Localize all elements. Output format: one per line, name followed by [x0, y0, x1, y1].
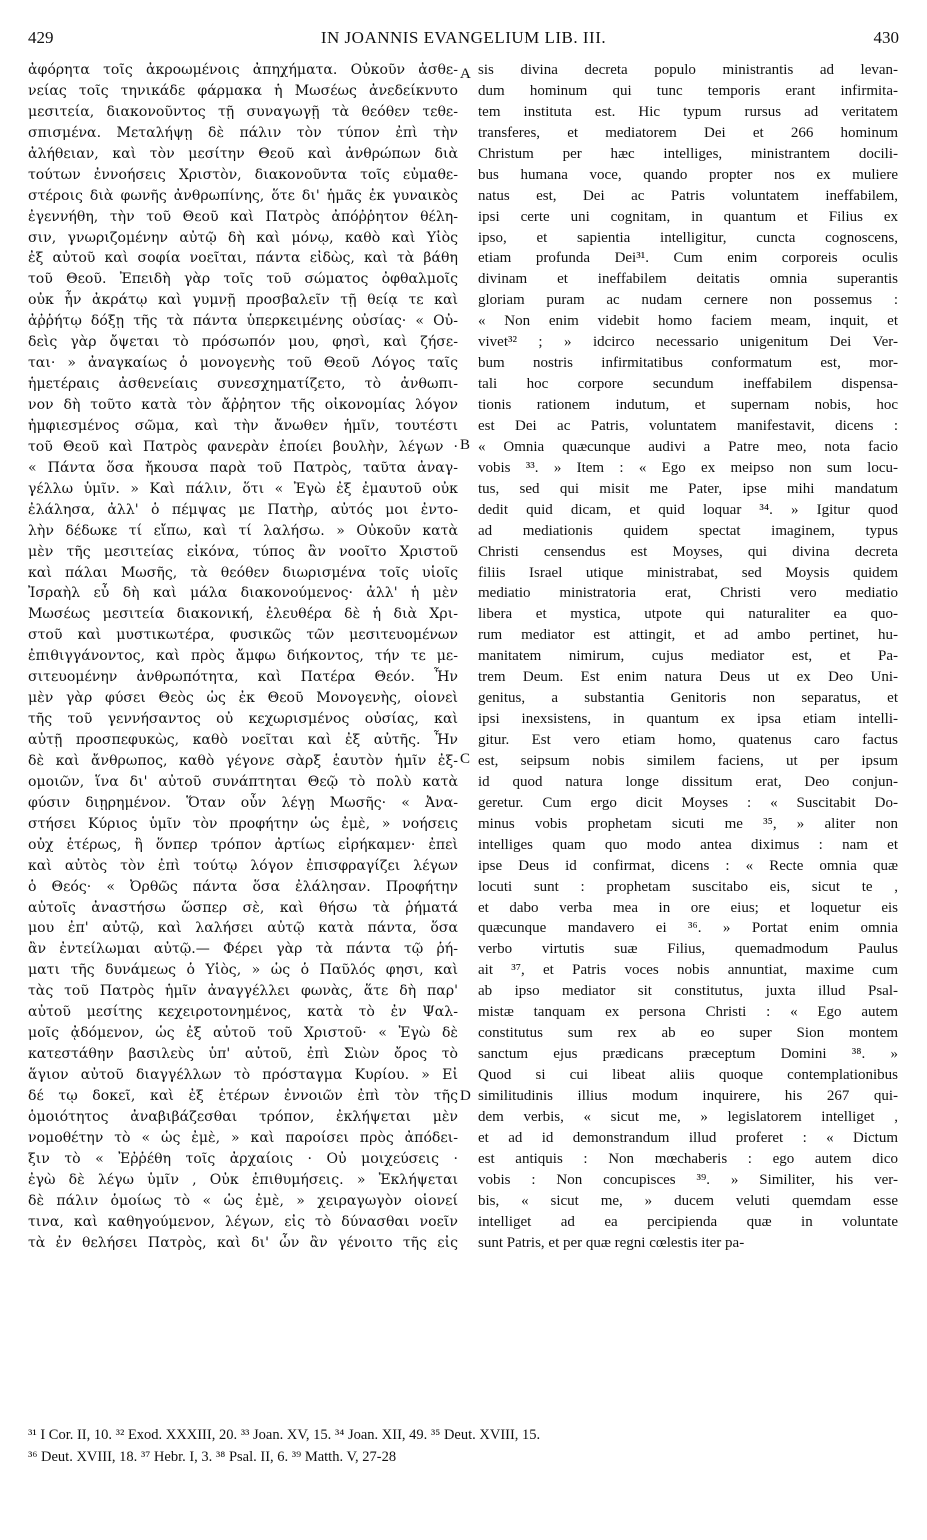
latin-text-line: Quod si cui libeat aliis quoque contemplationibus: [478, 1067, 898, 1083]
latin-text-line: sunt Patris, et per quæ regni cœlestis iter pa-: [478, 1234, 745, 1251]
greek-text-line: στήσει Κύριος ὑμῖν τὸν προφήτην ὡς ἐμὲ, » νοήσεις: [28, 815, 458, 832]
greek-text-line: ἐξ αὐτοῦ καὶ σοφία νοεῖται, πάντα εἰδὼς, καὶ τὰ βάθη: [28, 250, 458, 267]
greek-text-line: τὰ ἐν θελήσει Πατρὸς, καὶ δι' ὧν ἂν γένοιτο τῆς εἰς: [28, 1234, 458, 1251]
running-title: IN JOANNIS EVANGELIUM LIB. III.: [320, 28, 607, 47]
latin-text-line: gitur. Est vero etiam homo, quatenus caro factus: [478, 732, 898, 748]
latin-text-line: vobis ³³. » Item : « Ego ex meipso non sum locu-: [478, 459, 898, 476]
latin-text-line: rum mediator est attingit, et ad ambo pertinet, hu-: [478, 627, 898, 644]
latin-text-line: intelliges quam quo modo antea diximus : nam et: [478, 836, 898, 853]
greek-text-line: ὁ Θεός· « Ὀρθῶς πάντα ὅσα ἐλάλησαν. Προφήτην: [28, 878, 458, 895]
latin-text-line: est antiquis : Non mœchaberis : ego autem dico: [478, 1150, 898, 1167]
latin-text-line: minus vobis prophetam sicuti me ³⁵, » aliter non: [478, 815, 898, 832]
latin-text-line: libera et mystica, utpote qui naturaliter ea quo-: [478, 606, 898, 623]
greek-text-line: ἐγεννήθη, τὴν τοῦ Θεοῦ καὶ Πατρὸς ἀπόῤῥητον θέλη-: [28, 208, 458, 225]
greek-text-line: σιτευομένην ἀνθρωπότητα, καὶ Πατέρα Θεόν. Ἦν: [28, 669, 458, 686]
greek-text-line: μεσιτεία, διακονοῦντος τῇ συναγωγῇ τὰ θεόθεν τεθε-: [28, 103, 458, 120]
latin-text-line: transferes, et mediatorem Dei et 266 hominum: [478, 124, 898, 141]
greek-text-line: ὁμοιότητος ἀναβιβάζεσθαι τρόπον, ἐκλήψεται μὲν: [28, 1108, 458, 1125]
greek-text-line: μοῖς ᾀδόμενον, ὡς ἐξ αὐτοῦ τοῦ Χριστοῦ· « Ἐγὼ δὲ: [28, 1025, 458, 1042]
greek-text-line: νομοθέτην τὸ « ὡς ἐμὲ, » καὶ παροίσει πρὸς ἀπόδει-: [28, 1129, 458, 1146]
latin-text-line: gloriam puram ac nudam cernere non possemus :: [478, 292, 898, 309]
latin-text-line: ipsi certe uni cognitam, in quantum et Filius ex: [478, 208, 898, 225]
latin-text-line: divinam et ineffabilem deitatis omnia superantis: [478, 271, 898, 288]
margin-marker-b: B: [460, 437, 471, 453]
latin-text-line: « Non enim videbit homo faciem meam, inquit, et: [478, 313, 898, 330]
latin-text-line: tem instituta est. Hic typum rursus ad veritatem: [478, 103, 898, 120]
latin-text-line: dem verbis, « sicut me, » legislatorem intelliget ,: [478, 1108, 898, 1125]
greek-text-line: οὐκ ἦν ἀκράτῳ καὶ γυμνῇ προσβαλεῖν τῇ θείᾳ τε καὶ: [28, 292, 458, 309]
latin-text-line: dedit quid dicam, et quid loquar ³⁴. » Igitur quod: [478, 501, 898, 518]
greek-text-line: σιν, γνωριζομένην αὐτῷ δὴ καὶ μόνῳ, καθὸ καὶ Υἱὸς: [28, 229, 458, 246]
greek-text-line: αὐτοῖς ἀναστήσω ὥσπερ σὲ, καὶ θήσω τὰ ῥήματά: [28, 899, 458, 916]
greek-text-line: ξιν τὸ « Ἐῤῥέθη τοῖς ἀρχαίοις · Οὐ μοιχεύσεις ·: [28, 1150, 458, 1167]
greek-text-column: [28, 60, 458, 1253]
greek-text-line: τοῦ Θεοῦ καὶ Πατρὸς φανερὰν ἐποίει βουλὴν, λέγων ·: [28, 438, 458, 455]
latin-text-line: vivet³² ; » idcirco necessario unigenitum Dei Ver-: [478, 334, 898, 351]
margin-marker-d: D: [460, 1088, 471, 1104]
latin-text-line: constitutus sum rex ab eo super Sion montem: [478, 1025, 898, 1042]
latin-text-line: est Dei ac Patris, voluntatem manifestavit, dicens :: [478, 417, 898, 434]
greek-text-line: γέλλω ὑμῖν. » Καὶ πάλιν, ὅτι « Ἐγὼ ἐξ ἐμαυτοῦ οὐκ: [28, 480, 458, 497]
margin-marker-a: A: [460, 66, 471, 82]
latin-text-line: et dabo verba mea in ore eius; et loquetur eis: [478, 899, 898, 916]
greek-text-line: αὐτῇ προσπεφυκὼς, καθὸ νοεῖται καὶ ἐξ αὐτῆς. Ἦν: [28, 732, 458, 748]
latin-text-line: Christi censendus est Moyses, qui divina decreta: [478, 543, 898, 560]
greek-text-line: μὲν τῆς μεσιτείας εἰκόνα, τύπος ἂν νοοῖτο Χριστοῦ: [28, 543, 458, 560]
latin-text-line: ipse Deus id confirmat, dicens : « Recte omnia quæ: [478, 857, 898, 874]
greek-text-line: τούτων ἐννοήσεις Χριστὸν, διακονοῦντα τοῖς εὐμαθε-: [28, 166, 458, 183]
greek-text-line: καὶ πάλαι Μωσῆς, τὰ θεόθεν διωρισμένα τοῖς υἱοῖς: [28, 564, 458, 581]
latin-text-line: mistæ tanquam ex persona Christi : « Ego autem: [478, 1004, 898, 1021]
greek-text-line: ομοιῶν, ἵνα δι' αὐτοῦ συνάπτηται Θεῷ τὸ πολὺ κατὰ: [28, 773, 458, 790]
greek-text-line: ἅγιον αὐτοῦ διαγγέλλων τὸ πρόσταγμα Κυρίου. » Εἰ: [28, 1067, 458, 1083]
latin-text-line: id quod natura longe dissitum erat, Deo conjun-: [478, 773, 898, 790]
latin-text-line: quæcunque mandavero ei ³⁶. » Portat enim omnia: [478, 920, 898, 937]
latin-text-line: dum hominum qui tunc temporis erant infirmita-: [478, 82, 898, 99]
latin-text-line: intelliget ad ea percipienda quæ in voluntate: [478, 1213, 898, 1230]
latin-text-line: genitus, a substantia Genitoris non separatus, et: [478, 690, 898, 707]
latin-text-line: tionis rationem indutum, et supernam nobis, hoc: [478, 397, 898, 413]
greek-text-line: ματι τῆς δυνάμεως ὁ Υἱὸς, » ὡς ὁ Παῦλός φησι, καὶ: [28, 962, 458, 979]
greek-text-line: τὰς τοῦ Πατρὸς ἡμῖν ἀναγγέλλει φωνὰς, ἅτε δὴ παρ': [28, 983, 458, 1000]
greek-text-line: « Πάντα ὅσα ἤκουσα παρὰ τοῦ Πατρὸς, ταῦτα ἀναγ-: [28, 459, 458, 476]
latin-text-line: locuti sunt : prophetam suscitabo eis, sicut te ,: [478, 878, 898, 895]
latin-text-line: ipsi inexsistens, in quantum ex ipsa etiam intelli-: [478, 711, 898, 728]
greek-text-line: στέροις διὰ φωνῆς ἀνθρωπίνης, ὅτε δι' ἡμᾶς ἐκ γυναικὸς: [28, 187, 458, 204]
latin-text-line: geretur. Cum ergo dicit Moyses : « Suscitabit Do-: [478, 794, 898, 811]
greek-text-line: ἀλήθειαν, καὶ τὸν μεσίτην Θεοῦ καὶ ἀνθρώπων διὰ: [28, 145, 458, 162]
greek-text-line: οὐχ ἑτέρως, ἢ ὅνπερ τρόπον ἀρτίως εἰρήκαμεν· ἐπεὶ: [28, 836, 458, 853]
greek-text-line: τῆς τοῦ γεννήσαντος οὐ κεχωρισμένος οὐσίας, καὶ: [28, 711, 458, 728]
greek-text-line: δὲ καὶ ἄνθρωπος, καθὸ γέγονε σὰρξ ἑαυτὸν ἡμῖν ἐξ-: [28, 752, 458, 769]
latin-text-line: trem Deum. Est enim natura Deus ut ex Deo Uni-: [478, 669, 898, 686]
running-header: [28, 28, 899, 58]
greek-text-line: δέ τῳ δοκεῖ, καὶ ἐξ ἑτέρων ἐννοιῶν ἐπὶ τὸν τῆς: [28, 1087, 458, 1104]
latin-text-line: bus humana voce, quando propter nos ex muliere: [478, 166, 898, 183]
greek-text-line: λὴν δέδωκε τί εἴπω, καὶ τί λαλήσω. » Οὐκοῦν κατὰ: [28, 522, 458, 539]
latin-text-line: « Omnia quæcunque audivi a Patre meo, nota facio: [478, 438, 898, 455]
greek-text-line: σπισμένα. Μεταλήψῃ δὲ πάλιν τὸν τύπον ἐπὶ τὴν: [28, 124, 458, 141]
greek-text-line: κατεστάθην βασιλεὺς ὑπ' αὐτοῦ, ἐπὶ Σιὼν ὄρος τὸ: [28, 1046, 458, 1063]
greek-text-line: ται· » ἀναγκαίως ὁ μονογενὴς τοῦ Θεοῦ Λόγος ταῖς: [28, 355, 458, 372]
greek-text-line: μου ἐπ' αὐτῷ, καὶ λαλήσει αὐτῷ κατὰ πάντα, ὅσα: [28, 920, 458, 937]
latin-text-line: ait ³⁷, et Patris voces nobis annuntiat, maxime cum: [478, 962, 898, 979]
greek-text-line: ἐλάλησα, ἀλλ' ὁ πέμψας με Πατὴρ, αὐτός μοι ἐντο-: [28, 501, 458, 518]
greek-text-line: τοῦ Θεοῦ. Ἐπειδὴ γὰρ τοῖς τοῦ σώματος ὀφθαλμοῖς: [28, 271, 458, 288]
latin-text-line: ad mediationis quidem spectat imaginem, typus: [478, 522, 898, 539]
latin-text-line: sanctum ejus prædicans præceptum Domini ³⁸. »: [478, 1046, 898, 1063]
latin-text-line: bis, « sicut me, » ducem veluti quemdam esse: [478, 1192, 898, 1209]
latin-text-column: [478, 60, 898, 1253]
greek-text-line: στοῦ καὶ μυστικωτέρα, φυσικῶς τῶν μεσιτευομένων: [28, 627, 458, 644]
latin-text-line: et ad id demonstrandum illud proferet : « Dictum: [478, 1129, 898, 1146]
greek-text-line: Ἰσραὴλ εὖ δὴ καὶ μάλα διακονούμενος· ἀλλ' ἡ μὲν: [28, 585, 458, 602]
greek-text-line: δεὶς γὰρ ὄψεται τὸ πρόσωπόν μου, φησὶ, καὶ ζήσε-: [28, 334, 458, 351]
greek-text-line: ἡμετέραις ἀσθενείαις συνεσχηματίζετο, τὸ ἀνθωπι-: [28, 376, 458, 393]
latin-text-line: natus est, Dei ac Patris voluntatem ineffabilem,: [478, 187, 898, 204]
greek-text-line: ἐπιθιγγάνοντος, καὶ πρὸς ἄμφω διήκοντος, τήν τε με-: [28, 648, 458, 665]
page-number-left: 429: [28, 28, 54, 47]
greek-text-line: νείας τοῖς τηνικάδε φάρμακα ἡ Μωσέως ἀνεδείκνυτο: [28, 82, 458, 99]
latin-text-line: mediatio ministratoria erat, Christi vero mediatio: [478, 585, 898, 602]
latin-text-line: similitudinis illius modum inquirere, his 267 qui-: [478, 1087, 898, 1104]
greek-text-line: τινα, καὶ καθηγούμενον, λέγων, εἰς τὸ δύνασθαι νοεῖν: [28, 1213, 458, 1230]
greek-text-line: ἐγὼ δὲ λέγω ὑμῖν , Οὐκ ἐπιθυμήσεις. » Ἐκλήψεται: [28, 1171, 458, 1188]
greek-text-line: μὲν γὰρ φύσει Θεὸς ὡς ἐκ Θεοῦ Μονογενὴς, οἱονεὶ: [28, 690, 458, 707]
latin-text-line: vobis : Non concupisces ³⁹. » Similiter, his ver-: [478, 1171, 898, 1188]
greek-text-line: ἀφόρητα τοῖς ἀκροωμένοις ἀπηχήματα. Οὐκοῦν ἀσθε-: [28, 62, 458, 78]
latin-text-line: ab ipso mediator sit constitutus, juxta illud Psal-: [478, 983, 898, 1000]
greek-text-line: Μωσέως μεσιτεία διακονική, ἐλευθέρα δὲ ἡ διὰ Χρι-: [28, 606, 458, 623]
latin-text-line: verbo virtutis suæ Filius, quemadmodum Paulus: [478, 941, 898, 958]
greek-text-line: δὲ πάλιν ὁμοίως τὸ « ὡς ἐμὲ, » χειραγωγὸν οἱονεί: [28, 1192, 458, 1209]
latin-text-line: sis divina decreta populo ministrantis ad levan-: [478, 62, 898, 78]
latin-text-line: tus, sed qui misit me Pater, ipse mihi mandatum: [478, 480, 898, 497]
latin-text-line: Christum per hæc intelliges, ministrantem docili-: [478, 145, 898, 162]
greek-text-line: νον δὴ τοῦτο κατὰ τὸν ἄῤῥητον τῆς οἰκονομίας λόγον: [28, 397, 458, 413]
page-number-right: 430: [873, 28, 899, 47]
latin-text-line: etiam profunda Dei³¹. Cum enim corporeis oculis: [478, 250, 898, 267]
margin-marker-c: C: [460, 751, 471, 767]
latin-text-line: bum nostris infirmitatibus conformatum est, mor-: [478, 355, 898, 372]
latin-text-line: tali hoc corpore secundum ineffabilem dispensa-: [478, 376, 898, 393]
greek-text-line: φύσιν διῃρημένον. Ὅταν οὖν λέγῃ Μωσῆς· « Ἀνα-: [28, 794, 458, 811]
greek-text-line: ἠμφιεσμένος σῶμα, καὶ τὴν ἄνωθεν ἡμῖν, τουτέστι: [28, 417, 458, 434]
footnote-line: ³¹ I Cor. II, 10. ³² Exod. XXXIII, 20. ³³ Joan. XV, 15. ³⁴ Joan. XII, 49. ³⁵ Deut. XVIII, 15.: [28, 1427, 541, 1443]
latin-text-line: est, seipsum nobis similem faciens, ut per ipsum: [478, 752, 898, 769]
greek-text-line: ἀῤῥήτῳ δόξῃ τῆς τὰ πάντα ὑπερκειμένης οὐσίας· « Οὐ-: [28, 313, 458, 330]
latin-text-line: ipso, et sapientia intelligitur, cuncta cognoscens,: [478, 229, 898, 246]
latin-text-line: filiis Israel utique ministrabat, sed Moysis quidem: [478, 564, 898, 581]
greek-text-line: αὐτοῦ μεσίτης κεχειροτονημένος, κατὰ τὸ ἐν Ψαλ-: [28, 1004, 458, 1021]
footnote-line: ³⁶ Deut. XVIII, 18. ³⁷ Hebr. I, 3. ³⁸ Psal. II, 6. ³⁹ Matth. V, 27-28: [28, 1449, 397, 1465]
greek-text-line: καὶ αὐτὸς τὸν ἐπὶ τούτῳ λόγον ἐπισφραγίζει λέγων: [28, 857, 458, 874]
latin-text-line: manitatem nimirum, cujus mediator est, et Pa-: [478, 648, 898, 665]
greek-text-line: ἂν ἐντείλωμαι αὐτῷ.— Φέρει γὰρ τὰ πάντα τῷ ῥή-: [28, 941, 458, 958]
